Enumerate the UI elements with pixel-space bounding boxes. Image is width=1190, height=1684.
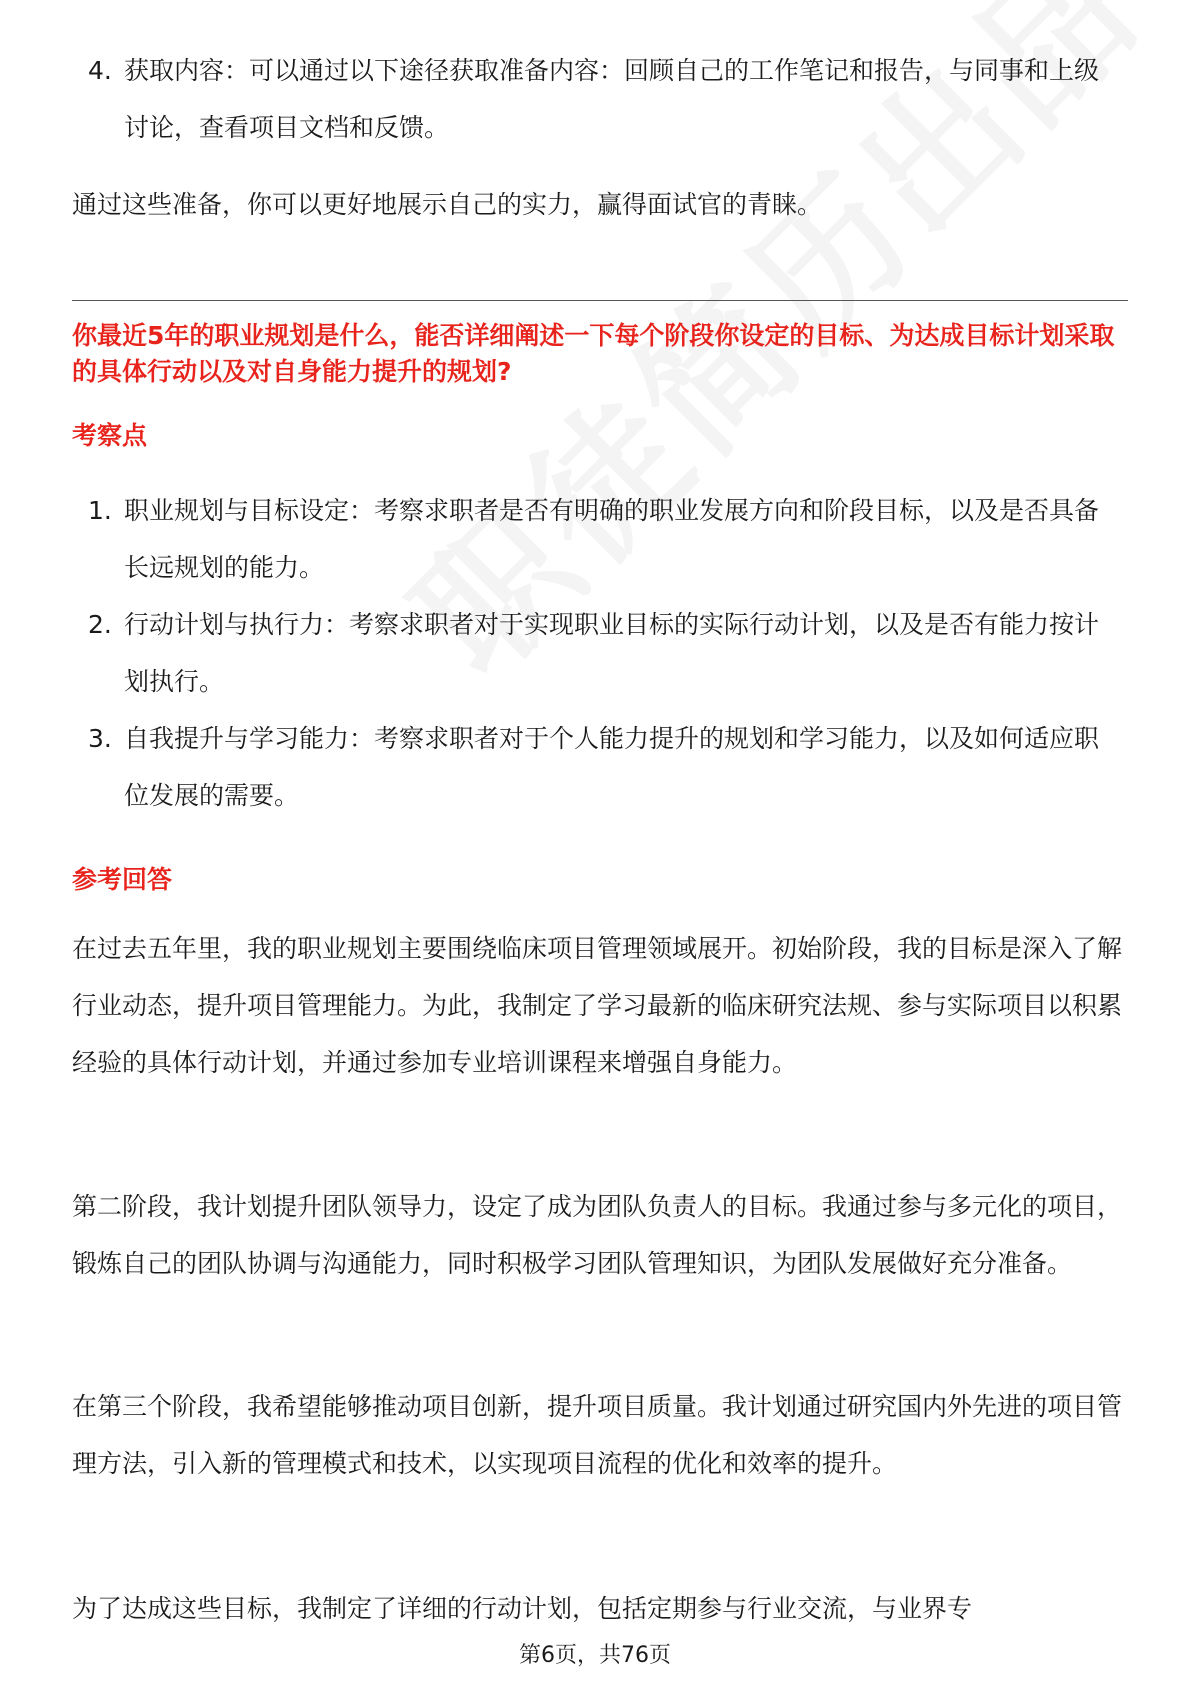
- previous-summary: 通过这些准备，你可以更好地展示自己的实力，赢得面试官的青睐。: [72, 190, 823, 219]
- list-item: [72, 42, 1122, 156]
- answer-paragraph: 第二阶段，我计划提升团队领导力，设定了成为团队负责人的目标。我通过参与多元化的项目，锻炼自己的团队协调与沟通能力，同时积极学习团队管理知识，为团队发展做好充分准备。: [72, 1192, 1123, 1278]
- previous-list: [72, 42, 1122, 156]
- section-divider: [72, 300, 1128, 301]
- list-item: [72, 710, 1122, 824]
- list-item: [72, 596, 1122, 710]
- list-item-text: 行动计划与执行力：考察求职者对于实现职业目标的实际行动计划，以及是否有能力按计划执行。: [124, 610, 1100, 696]
- list-item-text: 职业规划与目标设定：考察求职者是否有明确的职业发展方向和阶段目标，以及是否具备长远规划的能力。: [124, 496, 1100, 582]
- list-item-number: 1.: [88, 496, 112, 525]
- answer-paragraph: 为了达成这些目标，我制定了详细的行动计划，包括定期参与行业交流，与业界专: [72, 1594, 973, 1623]
- page-number-footer: 第6页，共76页: [519, 1643, 671, 1668]
- exam-points-list: [72, 482, 1122, 824]
- list-item-number: 2.: [88, 610, 112, 639]
- question-heading: 你最近5年的职业规划是什么，能否详细阐述一下每个阶段你设定的目标、为达成目标计划采取的具体行动以及对自身能力提升的规划?: [72, 321, 1115, 386]
- list-item-number: 3.: [88, 724, 112, 753]
- exam-points-heading: 考察点: [72, 421, 148, 450]
- list-item: [72, 482, 1122, 596]
- answer-paragraph: 在过去五年里，我的职业规划主要围绕临床项目管理领域展开。初始阶段，我的目标是深入了解行业动态，提升项目管理能力。为此，我制定了学习最新的临床研究法规、参与实际项目以积累经验的具体行动计划，并通过参加专业培训课程来增强自身能力。: [72, 934, 1123, 1077]
- answer-heading: 参考回答: [72, 865, 173, 894]
- list-item-text: 自我提升与学习能力：考察求职者对于个人能力提升的规划和学习能力，以及如何适应职位发展的需要。: [124, 724, 1100, 810]
- list-item-number: 4.: [88, 56, 112, 85]
- answer-paragraph: 在第三个阶段，我希望能够推动项目创新，提升项目质量。我计划通过研究国内外先进的项目管理方法，引入新的管理模式和技术，以实现项目流程的优化和效率的提升。: [72, 1392, 1123, 1478]
- list-item-text: 获取内容：可以通过以下途径获取准备内容：回顾自己的工作笔记和报告，与同事和上级讨论，查看项目文档和反馈。: [124, 56, 1100, 142]
